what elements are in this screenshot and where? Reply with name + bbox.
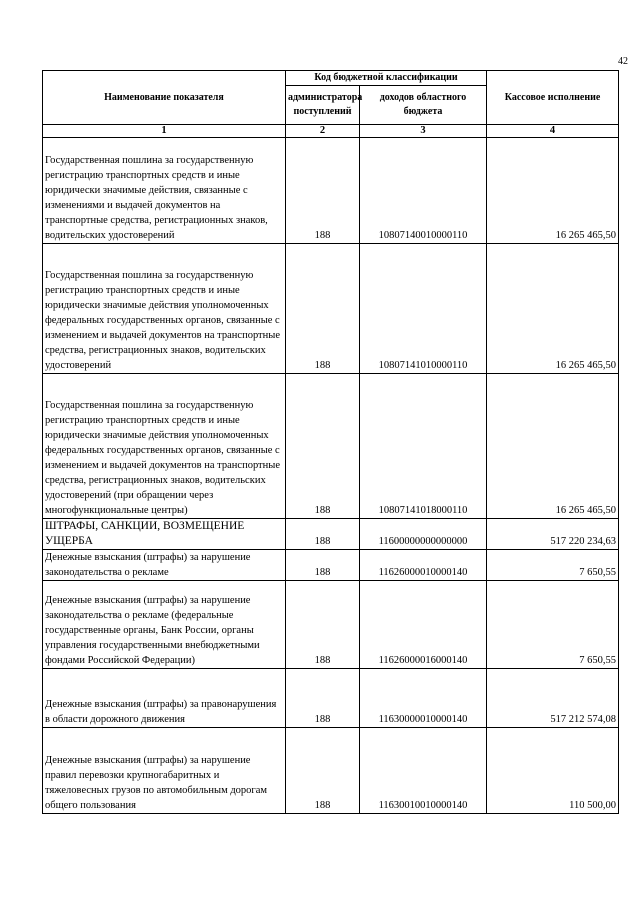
- amount-value: 7 650,55: [487, 550, 619, 581]
- table-row: [43, 519, 619, 550]
- amount-value: 110 500,00: [487, 728, 619, 814]
- amount-value: 517 212 574,08: [487, 669, 619, 728]
- amount-value: 16 265 465,50: [487, 244, 619, 374]
- indicator-name: Государственная пошлина за государственную регистрацию транспортных средств и иные юридически значимые действия, связанные с изменениями и выдачей документов на транспортные средства, регистрационных знаков, водительских удостоверений: [43, 138, 286, 244]
- admin-code: 188: [286, 728, 360, 814]
- table-row: [43, 669, 619, 728]
- table-row: [43, 244, 619, 374]
- header-code-group: Код бюджетной классификации: [286, 71, 487, 86]
- amount-value: 7 650,55: [487, 581, 619, 669]
- col-number-1: 1: [43, 125, 286, 138]
- admin-code: 188: [286, 669, 360, 728]
- budget-code: 10807141018000110: [360, 374, 487, 519]
- budget-code: 11600000000000000: [360, 519, 487, 550]
- admin-code: 188: [286, 581, 360, 669]
- admin-code: 188: [286, 519, 360, 550]
- budget-code: 11630010010000140: [360, 728, 487, 814]
- indicator-name: Денежные взыскания (штрафы) за нарушение законодательства о рекламе (федеральные государственные органы, Банк России, органы управления государственными внебюджетными фондами Российской Федерации): [43, 581, 286, 669]
- admin-code: 188: [286, 374, 360, 519]
- admin-code: 188: [286, 550, 360, 581]
- page-number: 42: [618, 56, 628, 67]
- table-row: [43, 550, 619, 581]
- indicator-name: Государственная пошлина за государственную регистрацию транспортных средств и иные юридически значимые действия уполномоченных федеральных государственных органов, связанные с изменением и выдачей документов на транспортные средства, регистрационных знаков, водительских удостоверений: [43, 244, 286, 374]
- header-amount: Кассовое исполнение: [487, 71, 619, 125]
- indicator-name: Денежные взыскания (штрафы) за нарушение законодательства о рекламе: [43, 550, 286, 581]
- amount-value: 16 265 465,50: [487, 138, 619, 244]
- table-row: [43, 581, 619, 669]
- header-name: Наименование показателя: [43, 71, 286, 125]
- indicator-name: Государственная пошлина за государственную регистрацию транспортных средств и иные юридически значимые действия уполномоченных федеральных государственных органов, связанные с изменением и выдачей документов на транспортные средства, регистрационных знаков, водительских удостоверений (при обращении через многофункциональные центры): [43, 374, 286, 519]
- amount-value: 16 265 465,50: [487, 374, 619, 519]
- col-number-3: 3: [360, 125, 487, 138]
- indicator-name: Денежные взыскания (штрафы) за правонарушения в области дорожного движения: [43, 669, 286, 728]
- budget-code: 10807140010000110: [360, 138, 487, 244]
- table-body: [43, 138, 619, 814]
- indicator-name: ШТРАФЫ, САНКЦИИ, ВОЗМЕЩЕНИЕ УЩЕРБА: [43, 519, 286, 550]
- header-admin: администратора поступлений: [286, 86, 360, 125]
- indicator-name: Денежные взыскания (штрафы) за нарушение правил перевозки крупногабаритных и тяжеловесных грузов по автомобильным дорогам общего пользования: [43, 728, 286, 814]
- budget-code: 11626000016000140: [360, 581, 487, 669]
- table-row: [43, 728, 619, 814]
- budget-code: 11630000010000140: [360, 669, 487, 728]
- admin-code: 188: [286, 244, 360, 374]
- col-number-4: 4: [487, 125, 619, 138]
- table-row: [43, 138, 619, 244]
- header-income: доходов областного бюджета: [360, 86, 487, 125]
- budget-table: [42, 70, 619, 814]
- budget-code: 11626000010000140: [360, 550, 487, 581]
- admin-code: 188: [286, 138, 360, 244]
- table-row: [43, 374, 619, 519]
- col-number-2: 2: [286, 125, 360, 138]
- amount-value: 517 220 234,63: [487, 519, 619, 550]
- budget-code: 10807141010000110: [360, 244, 487, 374]
